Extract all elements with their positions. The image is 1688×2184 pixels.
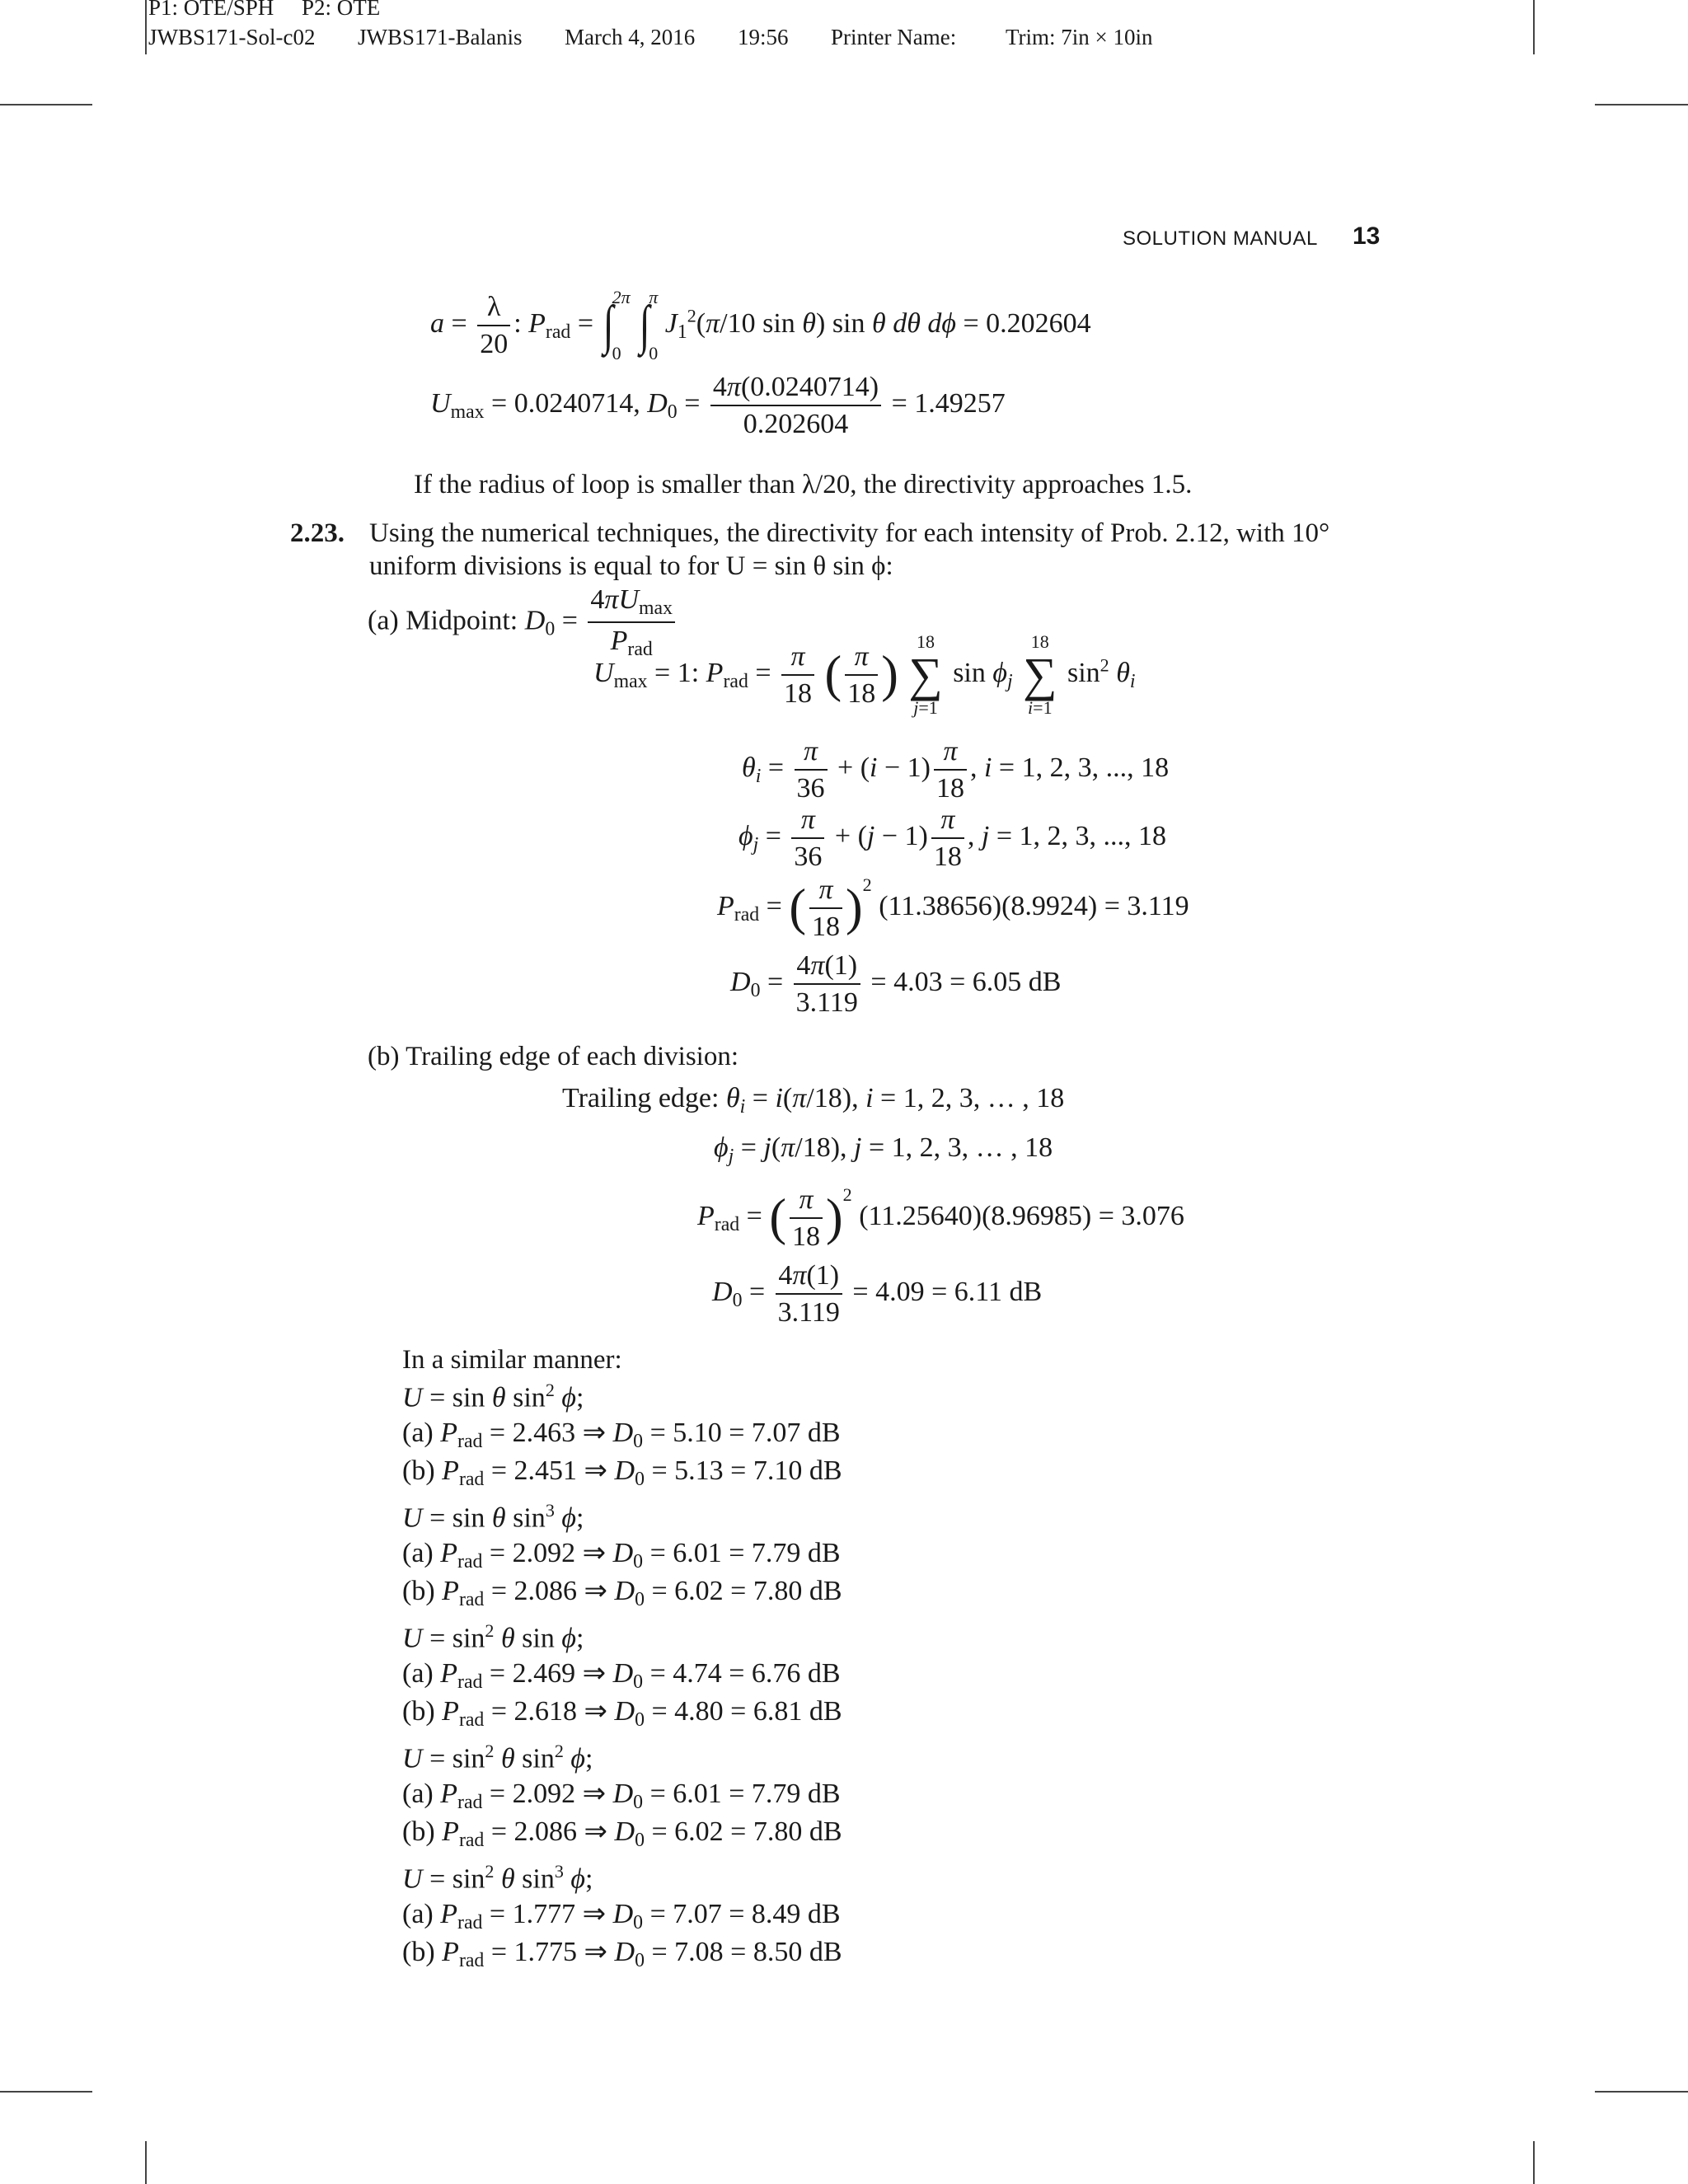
case-result: (b) $P_{rad} = 1.775$ ⇒ $D_0 = 7.08 = 8.50$ dB bbox=[402, 1937, 842, 1972]
equation-prad-loop: a = $\frac{\lambda}{20}$ : $P_{rad}$ = ∫ 2π 0 ∫ π 0 $J_1^2(\pi/10$ sin θ) sin θ dθ dϕ = 0.202604 bbox=[430, 287, 1091, 363]
crop-mark bbox=[1595, 2091, 1688, 2093]
problem-number: 2.23. bbox=[290, 518, 345, 548]
case-intensity: $U = \sin^2 \theta$ sin ϕ; bbox=[402, 1620, 584, 1654]
crop-mark bbox=[1533, 0, 1535, 54]
equation-d0-trailing: $D_0$ = $\frac{4\pi(1)}{3.119}$ = 4.09 = 6.11 dB bbox=[712, 1260, 1043, 1329]
similar-intro: In a similar manner: bbox=[402, 1345, 622, 1375]
case-result: (a) $P_{rad} = 2.469$ ⇒ $D_0 = 4.74 = 6.76$ dB bbox=[402, 1658, 841, 1694]
equation-theta-i: $\theta_i$ = $\frac{\pi}{36}$ + (i − 1) $\frac{\pi}{18}$ , i = 1, 2, 3, ..., 18 bbox=[742, 736, 1170, 804]
case-result: (b) $P_{rad} = 2.086$ ⇒ $D_0 = 6.02 = 7.80$ dB bbox=[402, 1576, 842, 1611]
slug-item: Trim: 7in × 10in bbox=[1006, 25, 1153, 49]
case-intensity: $U = \sin^2 \theta$ $\sin^3 \phi$; bbox=[402, 1861, 593, 1895]
equation-d0-midpoint: $D_0$ = $\frac{4\pi(1)}{3.119}$ = 4.03 = 6.05 dB bbox=[730, 950, 1062, 1019]
crop-mark bbox=[145, 2141, 147, 2184]
case-result: (a) $P_{rad} = 2.463$ ⇒ $D_0 = 5.10 = 7.07$ dB bbox=[402, 1418, 841, 1453]
equation-phi-j: $\phi_j$ = $\frac{\pi}{36}$ + (j − 1) $\frac{\pi}{18}$ , j = 1, 2, 3, ..., 18 bbox=[738, 804, 1167, 873]
crop-mark bbox=[1595, 104, 1688, 105]
problem-text-line: uniform divisions is equal to for U = sin θ sin ϕ: bbox=[369, 551, 893, 581]
slug-line-1: P1: OTE/SPH P2: OTE bbox=[148, 0, 381, 20]
case-result: (b) $P_{rad} = 2.618$ ⇒ $D_0 = 4.80 = 6.81$ dB bbox=[402, 1696, 842, 1732]
crop-mark bbox=[0, 104, 92, 105]
case-intensity: U = sin θ $\sin^2 \phi$; bbox=[402, 1380, 584, 1413]
case-result: (a) $P_{rad} = 2.092$ ⇒ $D_0 = 6.01 = 7.79$ dB bbox=[402, 1538, 841, 1573]
page-number: 13 bbox=[1353, 223, 1381, 250]
case-intensity: $U = \sin^2 \theta$ $\sin^2 \phi$; bbox=[402, 1741, 593, 1774]
crop-mark bbox=[1533, 2141, 1535, 2184]
equation-prad-value: $P_{rad}$ = ( $\frac{\pi}{18}$ )$^2$ (11.38656)(8.9924) = 3.119 bbox=[717, 874, 1189, 943]
crop-mark bbox=[0, 2091, 92, 2093]
equation-d0-loop: $U_{max} = 0.0240714$, $D_0$ = $\frac{4\pi(0.0240714)}{0.202604}$ = 1.49257 bbox=[430, 372, 1006, 440]
equation-prad-sum: $U_{max} = 1$: $P_{rad}$ = $\frac{\pi}{18}$ ( $\frac{\pi}{18}$ ) 18 ∑ j=1 $\sin \phi_j$ 18 ∑ i=1 $\sin^2 \theta_i$ bbox=[593, 631, 1136, 718]
note-text: If the radius of loop is smaller than λ/20, the directivity approaches 1.5. bbox=[414, 470, 1193, 499]
equation-trailing-phi: $\phi_j = j(\pi/18)$, j = 1, 2, 3, … , 18 bbox=[714, 1132, 1053, 1168]
case-intensity: U = sin θ $\sin^3 \phi$; bbox=[402, 1500, 584, 1534]
part-a-label: (a) Midpoint: $D_0$ = $\frac{4\pi U_{max}}{P_{rad}}$ bbox=[368, 583, 678, 662]
problem-text-line: Using the numerical techniques, the directivity for each intensity of Prob. 2.12, with 10° bbox=[369, 518, 1330, 548]
part-b-label: (b) Trailing edge of each division: bbox=[368, 1042, 739, 1071]
case-result: (a) $P_{rad} = 1.777$ ⇒ $D_0 = 7.07 = 8.49$ dB bbox=[402, 1899, 841, 1934]
slug-item: 19:56 bbox=[738, 25, 789, 49]
case-result: (b) $P_{rad} = 2.451$ ⇒ $D_0 = 5.13 = 7.10$ dB bbox=[402, 1455, 842, 1491]
running-head-title: SOLUTION MANUAL bbox=[1123, 227, 1318, 250]
slug-item: JWBS171-Balanis bbox=[358, 25, 523, 49]
case-result: (a) $P_{rad} = 2.092$ ⇒ $D_0 = 6.01 = 7.79$ dB bbox=[402, 1779, 841, 1814]
equation-prad-trailing: $P_{rad}$ = ( $\frac{\pi}{18}$ )$^2$ (11.25640)(8.96985) = 3.076 bbox=[697, 1184, 1184, 1253]
case-result: (b) $P_{rad} = 2.086$ ⇒ $D_0 = 6.02 = 7.80$ dB bbox=[402, 1816, 842, 1852]
slug-item: Printer Name: bbox=[831, 25, 957, 49]
crop-mark bbox=[145, 0, 147, 54]
equation-trailing-theta: Trailing edge: $\theta_i = i(\pi/18)$, i = 1, 2, 3, … , 18 bbox=[562, 1083, 1065, 1118]
slug-item: JWBS171-Sol-c02 bbox=[148, 25, 316, 49]
slug-item: March 4, 2016 bbox=[565, 25, 696, 49]
